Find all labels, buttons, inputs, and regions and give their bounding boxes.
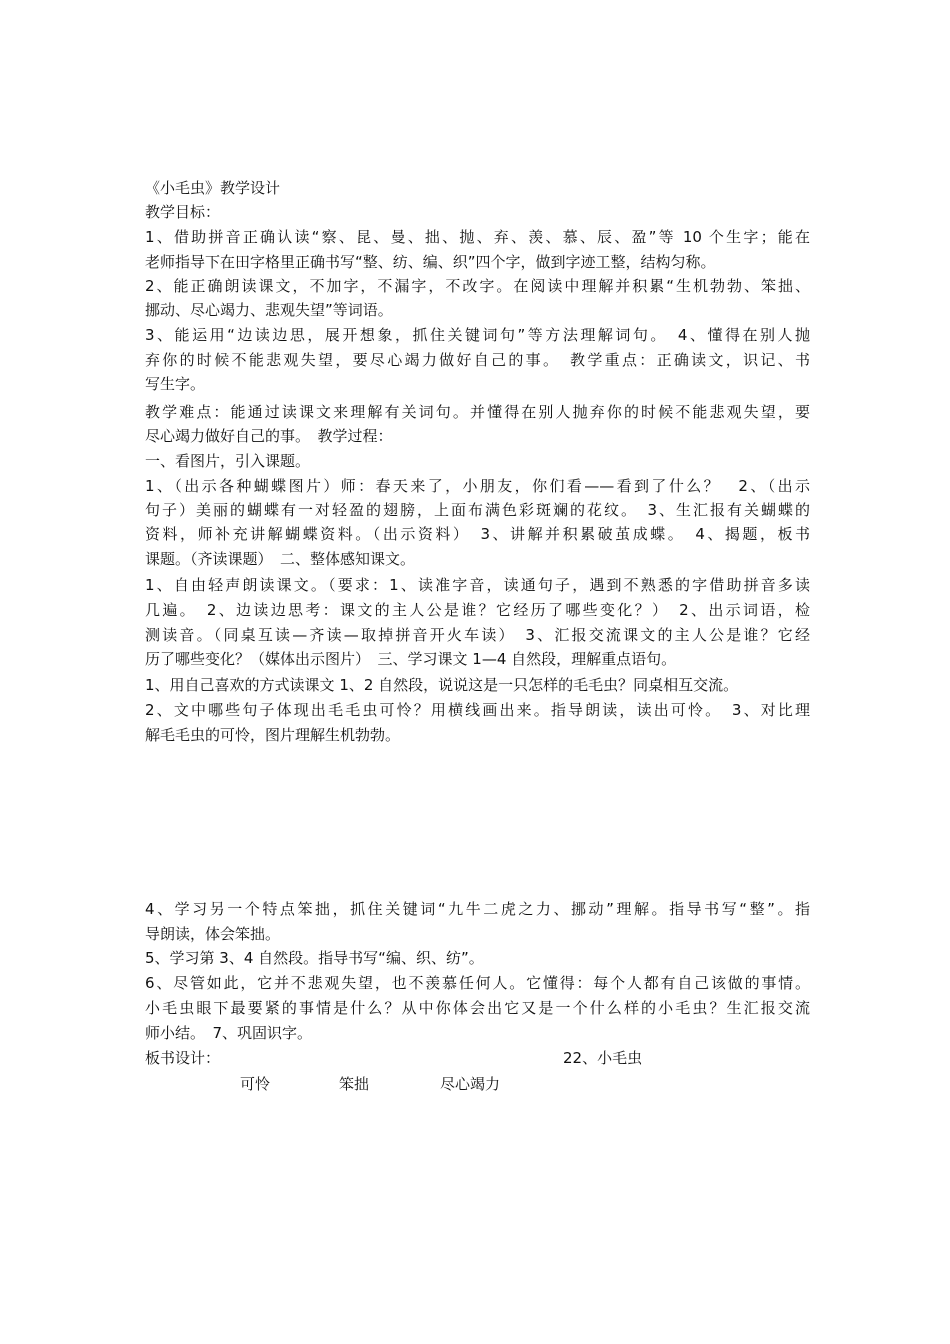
board-design-label: 板书设计： bbox=[145, 1049, 221, 1067]
paragraph-line: 2、能正确朗读课文，不加字，不漏字，不改字。在阅读中理解并积累“生机勃勃、笨拙、 bbox=[145, 277, 810, 295]
paragraph-line: 资料，师补充讲解蝴蝶资料。（出示资料） 3、讲解并积累破茧成蝶。 4、揭题，板书 bbox=[145, 525, 810, 543]
board-keyword: 可怜 bbox=[240, 1075, 271, 1093]
paragraph-line: 导朗读，体会笨拙。 bbox=[145, 925, 281, 943]
paragraph-line: 写生字。 bbox=[145, 375, 206, 393]
paragraph-line: 5、学习第 3、4 自然段。指导书写“编、织、纺”。 bbox=[145, 949, 484, 967]
paragraph-line: 挪动、尽心竭力、悲观失望”等词语。 bbox=[145, 301, 393, 319]
paragraph-line: 3、能运用“边读边思，展开想象，抓住关键词句”等方法理解词句。 4、懂得在别人抛 bbox=[145, 326, 810, 344]
paragraph-line: 老师指导下在田字格里正确书写“整、纺、编、织”四个字，做到字迹工整，结构匀称。 bbox=[145, 253, 716, 271]
paragraph-line: 4、学习另一个特点笨拙，抓住关键词“九牛二虎之力、挪动”理解。指导书写“整”。指 bbox=[145, 900, 810, 918]
paragraph-line: 解毛毛虫的可怜，图片理解生机勃勃。 bbox=[145, 726, 401, 744]
paragraph-line: 6、尽管如此，它并不悲观失望，也不羡慕任何人。它懂得：每个人都有自己该做的事情。 bbox=[145, 974, 810, 992]
paragraph-line: 1、自由轻声朗读课文。（要求：1、读准字音，读通句子，遇到不熟悉的字借助拼音多读 bbox=[145, 576, 810, 594]
paragraph-line: 1、（出示各种蝴蝶图片）师：春天来了，小朋友，你们看——看到了什么？ 2、（出示 bbox=[145, 477, 810, 495]
paragraph-line: 测读音。（同桌互读—齐读—取掉拼音开火车读） 3、汇报交流课文的主人公是谁？它经 bbox=[145, 626, 810, 644]
paragraph-line: 几遍。 2、边读边思考：课文的主人公是谁？它经历了哪些变化？） 2、出示词语，检 bbox=[145, 601, 810, 619]
paragraph-line: 师小结。 7、巩固识字。 bbox=[145, 1024, 313, 1042]
paragraph-line: 句子）美丽的蝴蝶有一对轻盈的翅膀，上面布满色彩斑斓的花纹。 3、生汇报有关蝴蝶的 bbox=[145, 501, 810, 519]
paragraph-line: 2、文中哪些句子体现出毛毛虫可怜？用横线画出来。指导朗读，读出可怜。 3、对比理 bbox=[145, 701, 810, 719]
paragraph-line: 小毛虫眼下最要紧的事情是什么？从中你体会出它又是一个什么样的小毛虫？生汇报交流 bbox=[145, 999, 810, 1017]
section-heading-objectives: 教学目标： bbox=[145, 203, 221, 221]
document-title: 《小毛虫》教学设计 bbox=[145, 179, 281, 197]
paragraph-line: 1、用自己喜欢的方式读课文 1、2 自然段，说说这是一只怎样的毛毛虫？同桌相互交流。 bbox=[145, 676, 739, 694]
board-keyword: 笨拙 bbox=[339, 1075, 370, 1093]
paragraph-line: 历了哪些变化？（媒体出示图片） 三、学习课文 1—4 自然段，理解重点语句。 bbox=[145, 650, 677, 668]
paragraph-line: 1、借助拼音正确认读“察、昆、曼、拙、抛、弃、羡、慕、辰、盈”等 10 个生字；能在 bbox=[145, 228, 810, 246]
board-title: 22、小毛虫 bbox=[563, 1049, 643, 1067]
board-keyword: 尽心竭力 bbox=[440, 1075, 501, 1093]
paragraph-line: 教学难点：能通过读课文来理解有关词句。并懂得在别人抛弃你的时候不能悲观失望，要 bbox=[145, 403, 810, 421]
paragraph-line: 弃你的时候不能悲观失望，要尽心竭力做好自己的事。 教学重点：正确读文，识记、书 bbox=[145, 351, 810, 369]
paragraph-line: 课题。（齐读课题） 二、整体感知课文。 bbox=[145, 550, 416, 568]
section-heading: 一、看图片，引入课题。 bbox=[145, 452, 311, 470]
paragraph-line: 尽心竭力做好自己的事。 教学过程： bbox=[145, 427, 393, 445]
